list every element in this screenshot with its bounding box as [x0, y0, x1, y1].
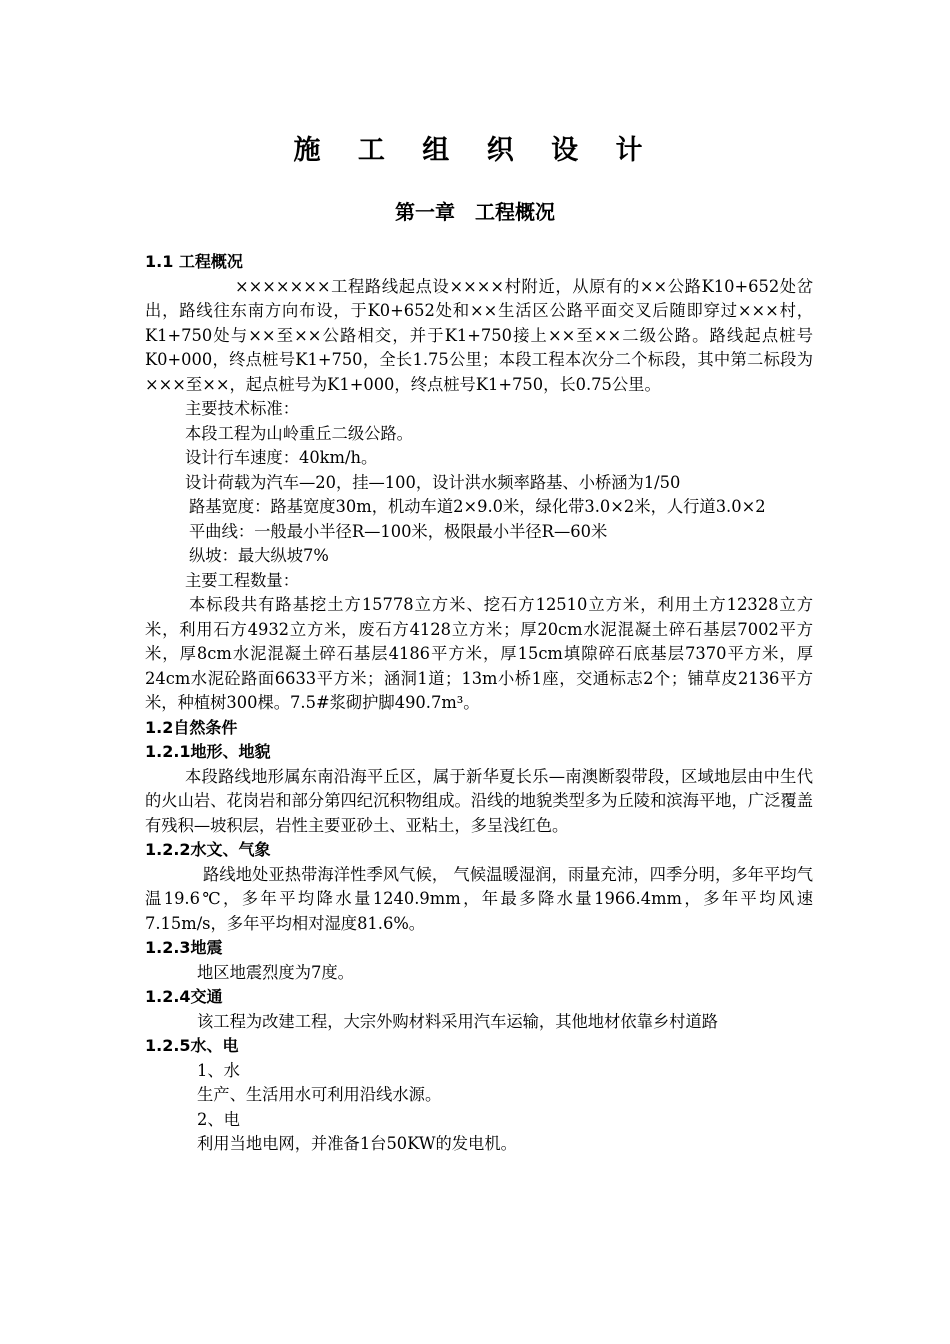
tech-standards-label: 主要技术标准： [185, 399, 299, 418]
document-body [145, 250, 813, 1157]
power-text: 利用当地电网，并准备1台50KW的发电机。 [197, 1134, 517, 1153]
section-heading-1-1: 1.1 工程概况 [145, 252, 243, 271]
traffic-text: 该工程为改建工程，大宗外购材料采用汽车运输，其他地材依靠乡村道路 [197, 1011, 719, 1031]
section-heading-1-2-5: 1.2.5水、电 [145, 1036, 239, 1055]
design-load-text: 设计荷载为汽车—20，挂—100，设计洪水频率路基、小桥涵为1/50 [185, 472, 681, 492]
roadbed-width-text: 路基宽度：路基宽度30m，机动车道2×9.0米，绿化带3.0×2米，人行道3.0×2 [189, 497, 766, 516]
terrain-paragraph: 本段路线地形属东南沿海平丘区，属于新华夏长乐—南澳断裂带段，区域地层由中生代的火山岩、花岗岩和部分第四纪沉积物组成。沿线的地貌类型多为丘陵和滨海平地，广泛覆盖有残积—坡积层，岩性主要亚砂土、亚粘土，多呈浅红色。 [145, 766, 813, 835]
climate-paragraph: 路线地处亚热带海洋性季风气候， 气候温暖湿润，雨量充沛，四季分明，多年平均气温19.6℃，多年平均降水量1240.9mm，年最多降水量1966.4mm，多年平均风速7.15m/s，多年平均相对湿度81.6%。 [145, 864, 813, 933]
chapter-heading: 第一章 工程概况 [395, 200, 555, 224]
section-heading-1-2: 1.2自然条件 [145, 717, 238, 737]
section-heading-1-2-3: 1.2.3地震 [145, 938, 223, 957]
horizontal-curve-text: 平曲线：一般最小半径R—100米，极限最小半径R—60米 [189, 521, 608, 541]
quantities-paragraph: 本标段共有路基挖土方15778立方米、挖石方12510立方米，利用土方12328立方米，利用石方4932立方米，废石方4128立方米；厚20cm水泥混凝土碎石基层7002平方米，厚8cm水泥混凝土碎石基层4186平方米，厚15cm填隙碎石底基层7370平方米，厚24cm水泥砼路面6633平方米；涵洞1道；13m小桥1座，交通标志2个；铺草皮2136平方米，种植树300棵。7.5#浆砌护脚490.7m³。 [145, 595, 813, 712]
section-heading-1-2-2: 1.2.2水文、气象 [145, 840, 271, 859]
power-label: 2、电 [197, 1109, 240, 1129]
section-heading-1-2-1: 1.2.1地形、地貌 [145, 742, 271, 761]
quantities-label: 主要工程数量： [185, 570, 299, 590]
water-text: 生产、生活用水可利用沿线水源。 [197, 1085, 442, 1104]
overview-paragraph: ×××××××工程路线起点设××××村附近，从原有的××公路K10+652处岔出，路线往东南方向布设，于K0+652处和××生活区公路平面交叉后随即穿过×××村，K1+750处与××至××公路相交，并于K1+750接上××至××二级公路。路线起点桩号K0+000，终点桩号K1+750，全长1.75公里；本段工程本次分二个标段，其中第二标段为×××至××，起点桩号为K1+000，终点桩号K1+750，长0.75公里。 [145, 276, 813, 394]
document-title: 施 工 组 织 设 计 [293, 135, 657, 166]
design-speed-text: 设计行车速度：40km/h。 [185, 448, 378, 467]
water-label: 1、水 [197, 1060, 240, 1080]
earthquake-text: 地区地震烈度为7度。 [197, 962, 354, 982]
longitudinal-slope-text: 纵坡：最大纵坡7% [189, 546, 329, 565]
road-grade-text: 本段工程为山岭重丘二级公路。 [185, 423, 413, 443]
section-heading-1-2-4: 1.2.4交通 [145, 987, 223, 1006]
